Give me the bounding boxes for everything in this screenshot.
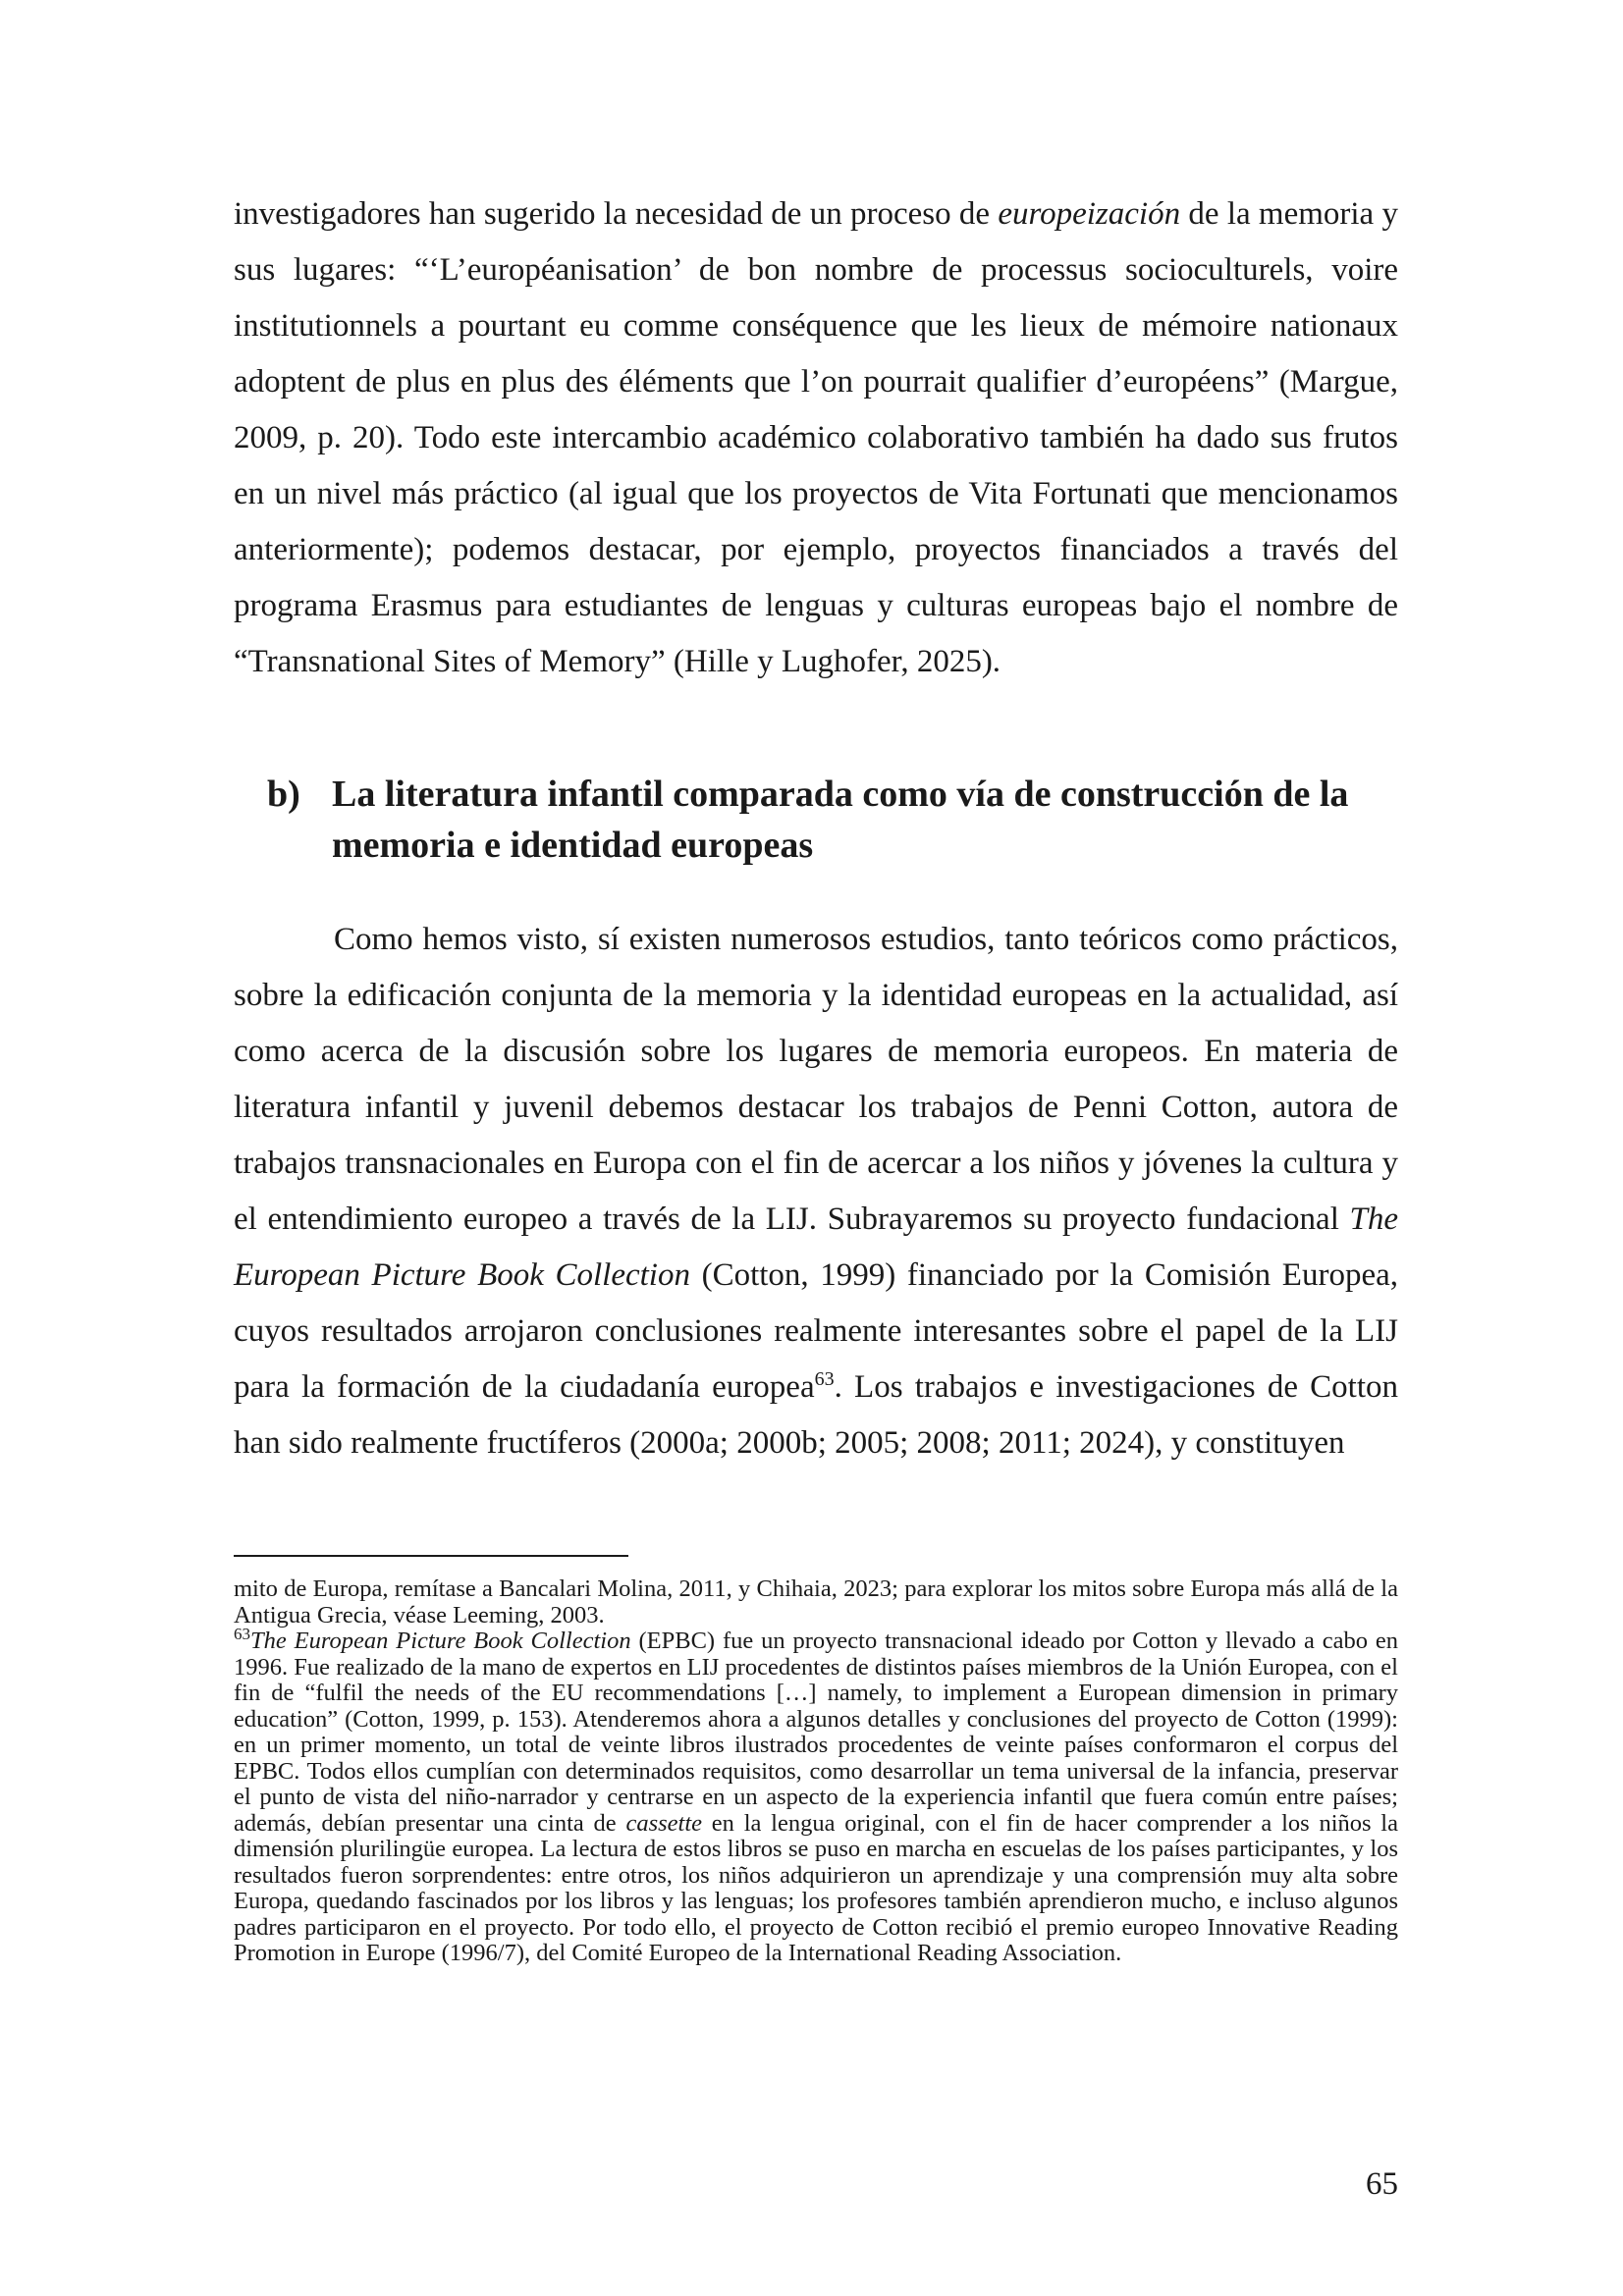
footnote-reference-63[interactable]: 63: [814, 1368, 835, 1390]
paragraph-2-text-b: (Cotton, 1999) financiado por la Comisión Europea, cuyos resultados arrojaron conclusiones realmente interesantes sobre el papel de la LIJ para la formación de la ciudadanía europea: [234, 1257, 1398, 1405]
paragraph-2-text-c: . Los trabajos e investigaciones de Cotton han sido realmente fructíferos (2000a; 2000b; 2005; 2008; 2011; 2024), y constituyen: [234, 1369, 1398, 1461]
body-paragraph-1: [234, 187, 1398, 690]
paragraph-1-text-b: de la memoria y sus lugares: “‘L’européanisation’ de bon nombre de processus socioculturels, voire institutionnels a pourtant eu comme conséquence que les lieux de mémoire nationaux adoptent de plus en plus des éléments que l’on pourrait qualifier d’européens” (Margue, 2009, p. 20). Todo este intercambio académico colaborativo también ha dado sus frutos en un nivel más práctico (al igual que los proyectos de Vita Fortunati que mencionamos anteriormente); podemos destacar, por ejemplo, proyectos financiados a través del programa Erasmus para estudiantes de lenguas y culturas europeas bajo el nombre de “Transnational Sites of Memory” (Hille y Lughofer, 2025).: [234, 196, 1398, 679]
footnote-continued: mito de Europa, remítase a Bancalari Molina, 2011, y Chihaia, 2023; para explorar los mitos sobre Europa más allá de la Antigua Grecia, véase Leeming, 2003.: [234, 1575, 1398, 1629]
section-marker: b): [267, 774, 300, 815]
footnote-63-text-a: (EPBC) fue un proyecto transnacional ideado por Cotton y llevado a cabo en 1996. Fue realizado de la mano de expertos en LIJ procedentes de distintos países miembros de la Unión Europea, con el fin de “fulfil the needs of the EU recommendations […] namely, to implement a European dimension in primary education” (Cotton, 1999, p. 153). Atenderemos ahora a algunos detalles y conclusiones del proyecto de Cotton (1999): en un primer momento, un total de veinte libros ilustrados procedentes de veinte países conformaron el corpus del EPBC. Todos ellos cumplían con determinados requisitos, como desarrollar un tema universal de la infancia, preservar el punto de vista del niño-narrador y centrarse en un aspecto de la experiencia infantil que fuera común entre países; además, debían presentar una cinta de: [234, 1628, 1398, 1837]
footnote-separator: [234, 1555, 628, 1557]
section-title: La literatura infantil comparada como vía de construcción de la memoria e identidad europeas: [332, 774, 1349, 866]
section-heading: [267, 769, 1406, 871]
italic-title-epbc: The European Picture Book Collection: [234, 1201, 1398, 1293]
page-number: 65: [1366, 2166, 1398, 2202]
footnote-63-italic-word: cassette: [625, 1809, 703, 1837]
paragraph-1-text-a: investigadores han sugerido la necesidad de un proceso de: [234, 196, 999, 232]
paragraph-2-text-a: Como hemos visto, sí existen numerosos estudios, tanto teóricos como prácticos, sobre la edificación conjunta de la memoria y la identidad europeas en la actualidad, así como acerca de la discusión sobre los lugares de memoria europeos. En materia de literatura infantil y juvenil debemos destacar los trabajos de Penni Cotton, autora de trabajos transnacionales en Europa con el fin de acercar a los niños y jóvenes la cultura y el entendimiento europeo a través de la LIJ. Subrayaremos su proyecto fundacional: [234, 922, 1398, 1237]
body-paragraph-2: [234, 912, 1398, 1471]
footnote-63-text-b: en la lengua original, con el fin de hacer comprender a los niños la dimensión plurilingüe europea. La lectura de estos libros se puso en marcha en escuelas de los países participantes, y los resultados fueron sorprendentes: entre otros, los niños adquirieron un aprendizaje y una comprensión muy alta sobre Europa, quedando fascinados por los libros y las lenguas; los profesores también aprendieron mucho, e incluso algunos padres participaron en el proyecto. Por todo ello, el proyecto de Cotton recibió el premio europeo Innovative Reading Promotion in Europe (1996/7), del Comité Europeo de la International Reading Association.: [234, 1809, 1398, 1966]
footnote-63-number: 63: [234, 1624, 250, 1643]
footnote-63: [234, 1624, 1398, 1967]
footnotes-section: [234, 1576, 1398, 1967]
italic-term-europeizacion: europeización: [998, 196, 1181, 232]
footnote-63-italic-title: The European Picture Book Collection: [250, 1628, 631, 1654]
